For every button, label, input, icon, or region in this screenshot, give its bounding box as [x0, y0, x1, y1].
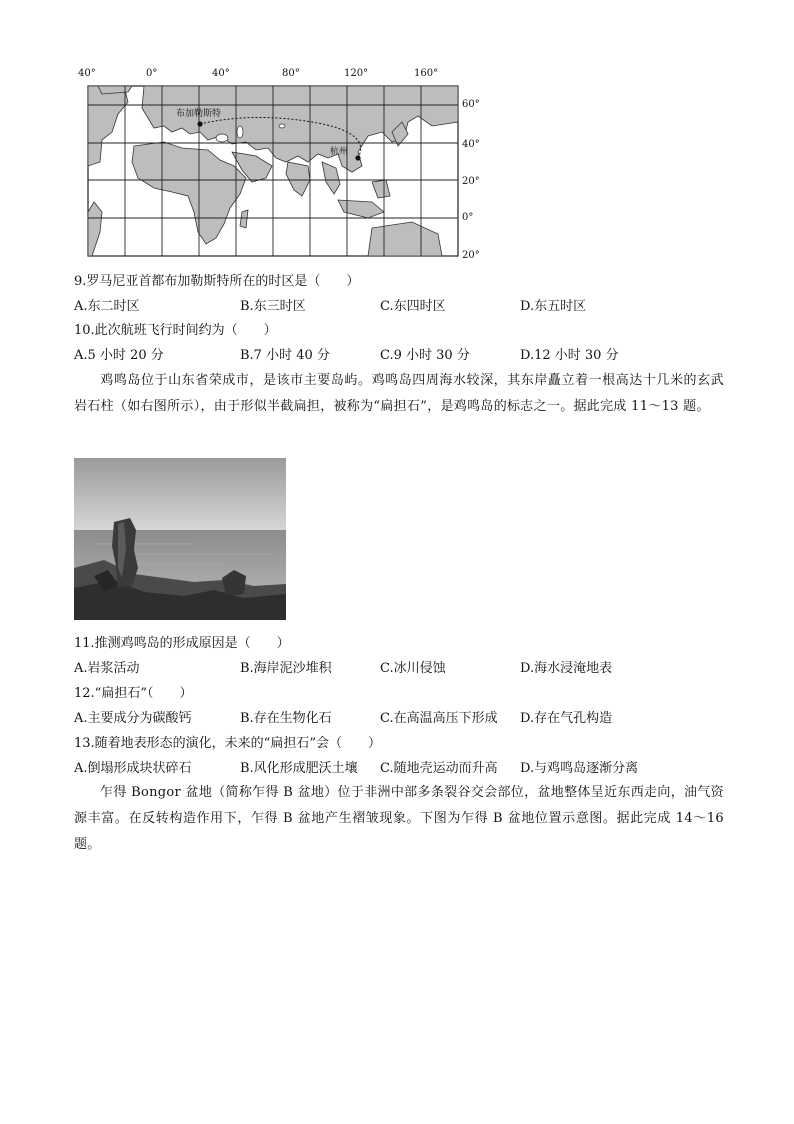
- lat-label: 0°: [462, 212, 474, 223]
- option-c: C.在高温高压下形成: [380, 711, 498, 726]
- lat-label: 40°: [462, 139, 480, 150]
- city-label-bucharest: 布加勒斯特: [176, 109, 222, 119]
- lon-label: 120°: [344, 68, 369, 79]
- question-options-9: [74, 299, 714, 315]
- photo-svg: [74, 458, 286, 620]
- passage-text: 乍得 Bongor 盆地（简称乍得 B 盆地）位于非洲中部多条裂谷交会部位，盆地整体呈近东西走向，油气资源丰富。在反转构造作用下，乍得 B 盆地产生褶皱现象。下图为乍得 B 盆地位置示意图。据此完成 14～16 题。: [74, 785, 724, 852]
- option-d: D.海水浸淹地表: [520, 661, 613, 676]
- option-b: B.东三时区: [240, 299, 306, 314]
- lat-label: 20°: [462, 250, 480, 261]
- option-a: A.倒塌形成块状碎石: [74, 761, 192, 776]
- basalt-pillar-photo: [74, 458, 286, 620]
- lon-label: 0°: [146, 68, 158, 79]
- option-d: D.存在气孔构造: [520, 711, 613, 726]
- lon-label: 40°: [78, 68, 96, 79]
- option-c: C.冰川侵蚀: [380, 661, 446, 676]
- question-stem-9: 9.罗马尼亚首都布加勒斯特所在的时区是（ ）: [74, 274, 360, 289]
- option-c: C.随地壳运动而升高: [380, 761, 498, 776]
- option-d: D.12 小时 30 分: [520, 348, 619, 363]
- lon-label: 160°: [414, 68, 439, 79]
- option-d: D.东五时区: [520, 299, 587, 314]
- lat-label: 60°: [462, 99, 480, 110]
- city-label-hangzhou: 杭州: [330, 147, 349, 157]
- question-options-10: [74, 348, 714, 364]
- passage-chad-basin: [74, 780, 724, 858]
- option-b: B.风化形成肥沃土壤: [240, 761, 358, 776]
- hangzhou-marker: [355, 155, 360, 160]
- question-stem-12: 12.“扁担石”（ ）: [74, 686, 193, 701]
- option-b: B.7 小时 40 分: [240, 348, 330, 363]
- question-stem-10: 10.此次航班飞行时间约为（ ）: [74, 323, 277, 338]
- lon-label: 80°: [282, 68, 300, 79]
- option-a: A.主要成分为碳酸钙: [74, 711, 192, 726]
- option-a: A.岩浆活动: [74, 661, 140, 676]
- question-options-11: [74, 661, 714, 677]
- lon-label: 40°: [212, 68, 230, 79]
- world-map-figure: [72, 62, 492, 262]
- question-options-13: [74, 761, 714, 777]
- passage-text: 鸡鸣岛位于山东省荣成市，是该市主要岛屿。鸡鸣岛四周海水较深，其东岸矗立着一根高达十几米的玄武岩石柱（如右图所示），由于形似半截扁担，被称为“扁担石”，是鸡鸣岛的标志之一。据此完成 11～13 题。: [74, 373, 724, 414]
- question-stem-11: 11.推测鸡鸣岛的形成原因是（ ）: [74, 636, 290, 651]
- option-a: A.东二时区: [74, 299, 140, 314]
- map-svg: [72, 62, 492, 262]
- passage-jimingdao: [74, 368, 724, 420]
- bucharest-marker: [197, 121, 202, 126]
- option-b: B.海岸泥沙堆积: [240, 661, 332, 676]
- lat-label: 20°: [462, 176, 480, 187]
- option-a: A.5 小时 20 分: [74, 348, 164, 363]
- option-c: C.9 小时 30 分: [380, 348, 470, 363]
- option-b: B.存在生物化石: [240, 711, 332, 726]
- question-stem-13: 13.随着地表形态的演化，未来的“扁担石”会（ ）: [74, 736, 381, 751]
- question-options-12: [74, 711, 714, 727]
- option-d: D.与鸡鸣岛逐渐分离: [520, 761, 639, 776]
- option-c: C.东四时区: [380, 299, 446, 314]
